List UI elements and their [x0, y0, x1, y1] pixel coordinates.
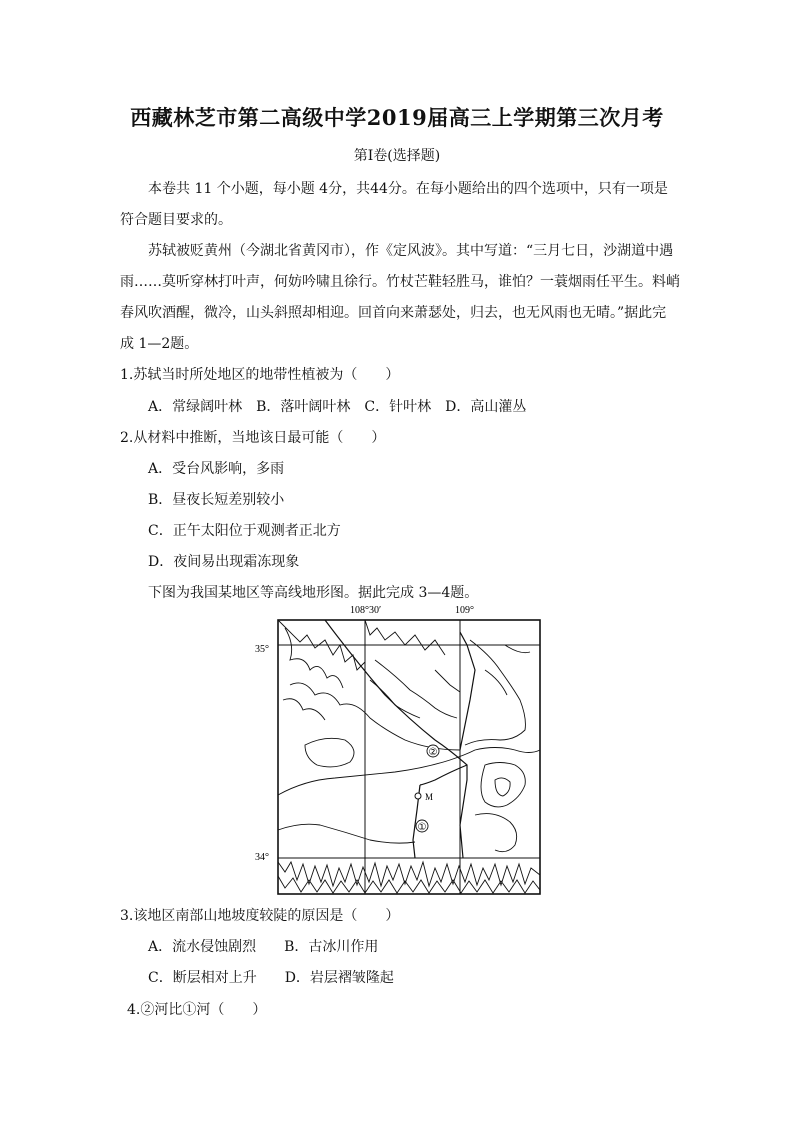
lat-label-34: 34°	[255, 852, 269, 863]
question-2-option-d: D．夜间易出现霜冻现象	[148, 554, 300, 570]
rivers	[325, 620, 475, 858]
question-1-stem: 1.苏轼当时所处地区的地带性植被为（ ）	[120, 367, 400, 383]
question-2-option-b: B．昼夜长短差别较小	[148, 492, 285, 508]
lon-label-109: 109°	[455, 605, 474, 616]
question-3-options-cd: C．断层相对上升 D．岩层褶皱隆起	[148, 970, 394, 986]
map-intro-text: 下图为我国某地区等高线地形图。据此完成 3—4题。	[148, 585, 479, 601]
exam-title: 西藏林芝市第二高级中学2019届高三上学期第三次月考	[130, 105, 664, 130]
northern-contours	[278, 620, 530, 750]
lat-label-35: 35°	[255, 644, 269, 655]
lon-label-108-30: 108°30′	[350, 605, 382, 616]
river-1-label: ①	[417, 822, 427, 833]
section-subtitle: 第Ⅰ卷(选择题)	[353, 148, 441, 164]
question-3-stem: 3.该地区南部山地坡度较陡的原因是（ ）	[120, 908, 400, 924]
basin-contours	[278, 738, 540, 851]
river-tributary	[460, 632, 475, 750]
contour-map	[245, 600, 555, 900]
passage-paragraph: 苏轼被贬黄州（今湖北省黄冈市），作《定风波》。其中写道：“三月七日，沙湖道中遇雨……莫听穿林打叶声，何妨吟啸且徐行。竹杖芒鞋轻胜马，谁怕？一蓑烟雨任平生。料峭春风吹酒醒，微冷，山头斜照却相迎。回首向来萧瑟处，归去，也无风雨也无晴。”据此完成 1—2题。	[120, 243, 680, 352]
point-m-label: M	[425, 792, 434, 802]
map-frame	[278, 620, 540, 894]
question-2-stem: 2.从材料中推断，当地该日最可能（ ）	[120, 430, 386, 446]
question-2-option-a: A．受台风影响，多雨	[148, 461, 285, 477]
river-2	[325, 620, 467, 858]
question-2-option-c: C．正午太阳位于观测者正北方	[148, 523, 341, 539]
river-2-label: ②	[428, 747, 438, 758]
question-4-stem: 4.②河比①河（ ）	[127, 1002, 267, 1018]
question-3-options-ab: A．流水侵蚀剧烈 B．古冰川作用	[148, 939, 379, 955]
instructions-paragraph: 本卷共 11 个小题，每小题 4分，共44分。在每小题给出的四个选项中，只有一项是符合题目要求的。	[120, 181, 668, 228]
southern-mountain-contours	[278, 862, 540, 893]
point-m-marker	[415, 793, 421, 799]
question-1-options: A．常绿阔叶林 B．落叶阔叶林 C．针叶林 D．高山灌丛	[148, 399, 527, 415]
